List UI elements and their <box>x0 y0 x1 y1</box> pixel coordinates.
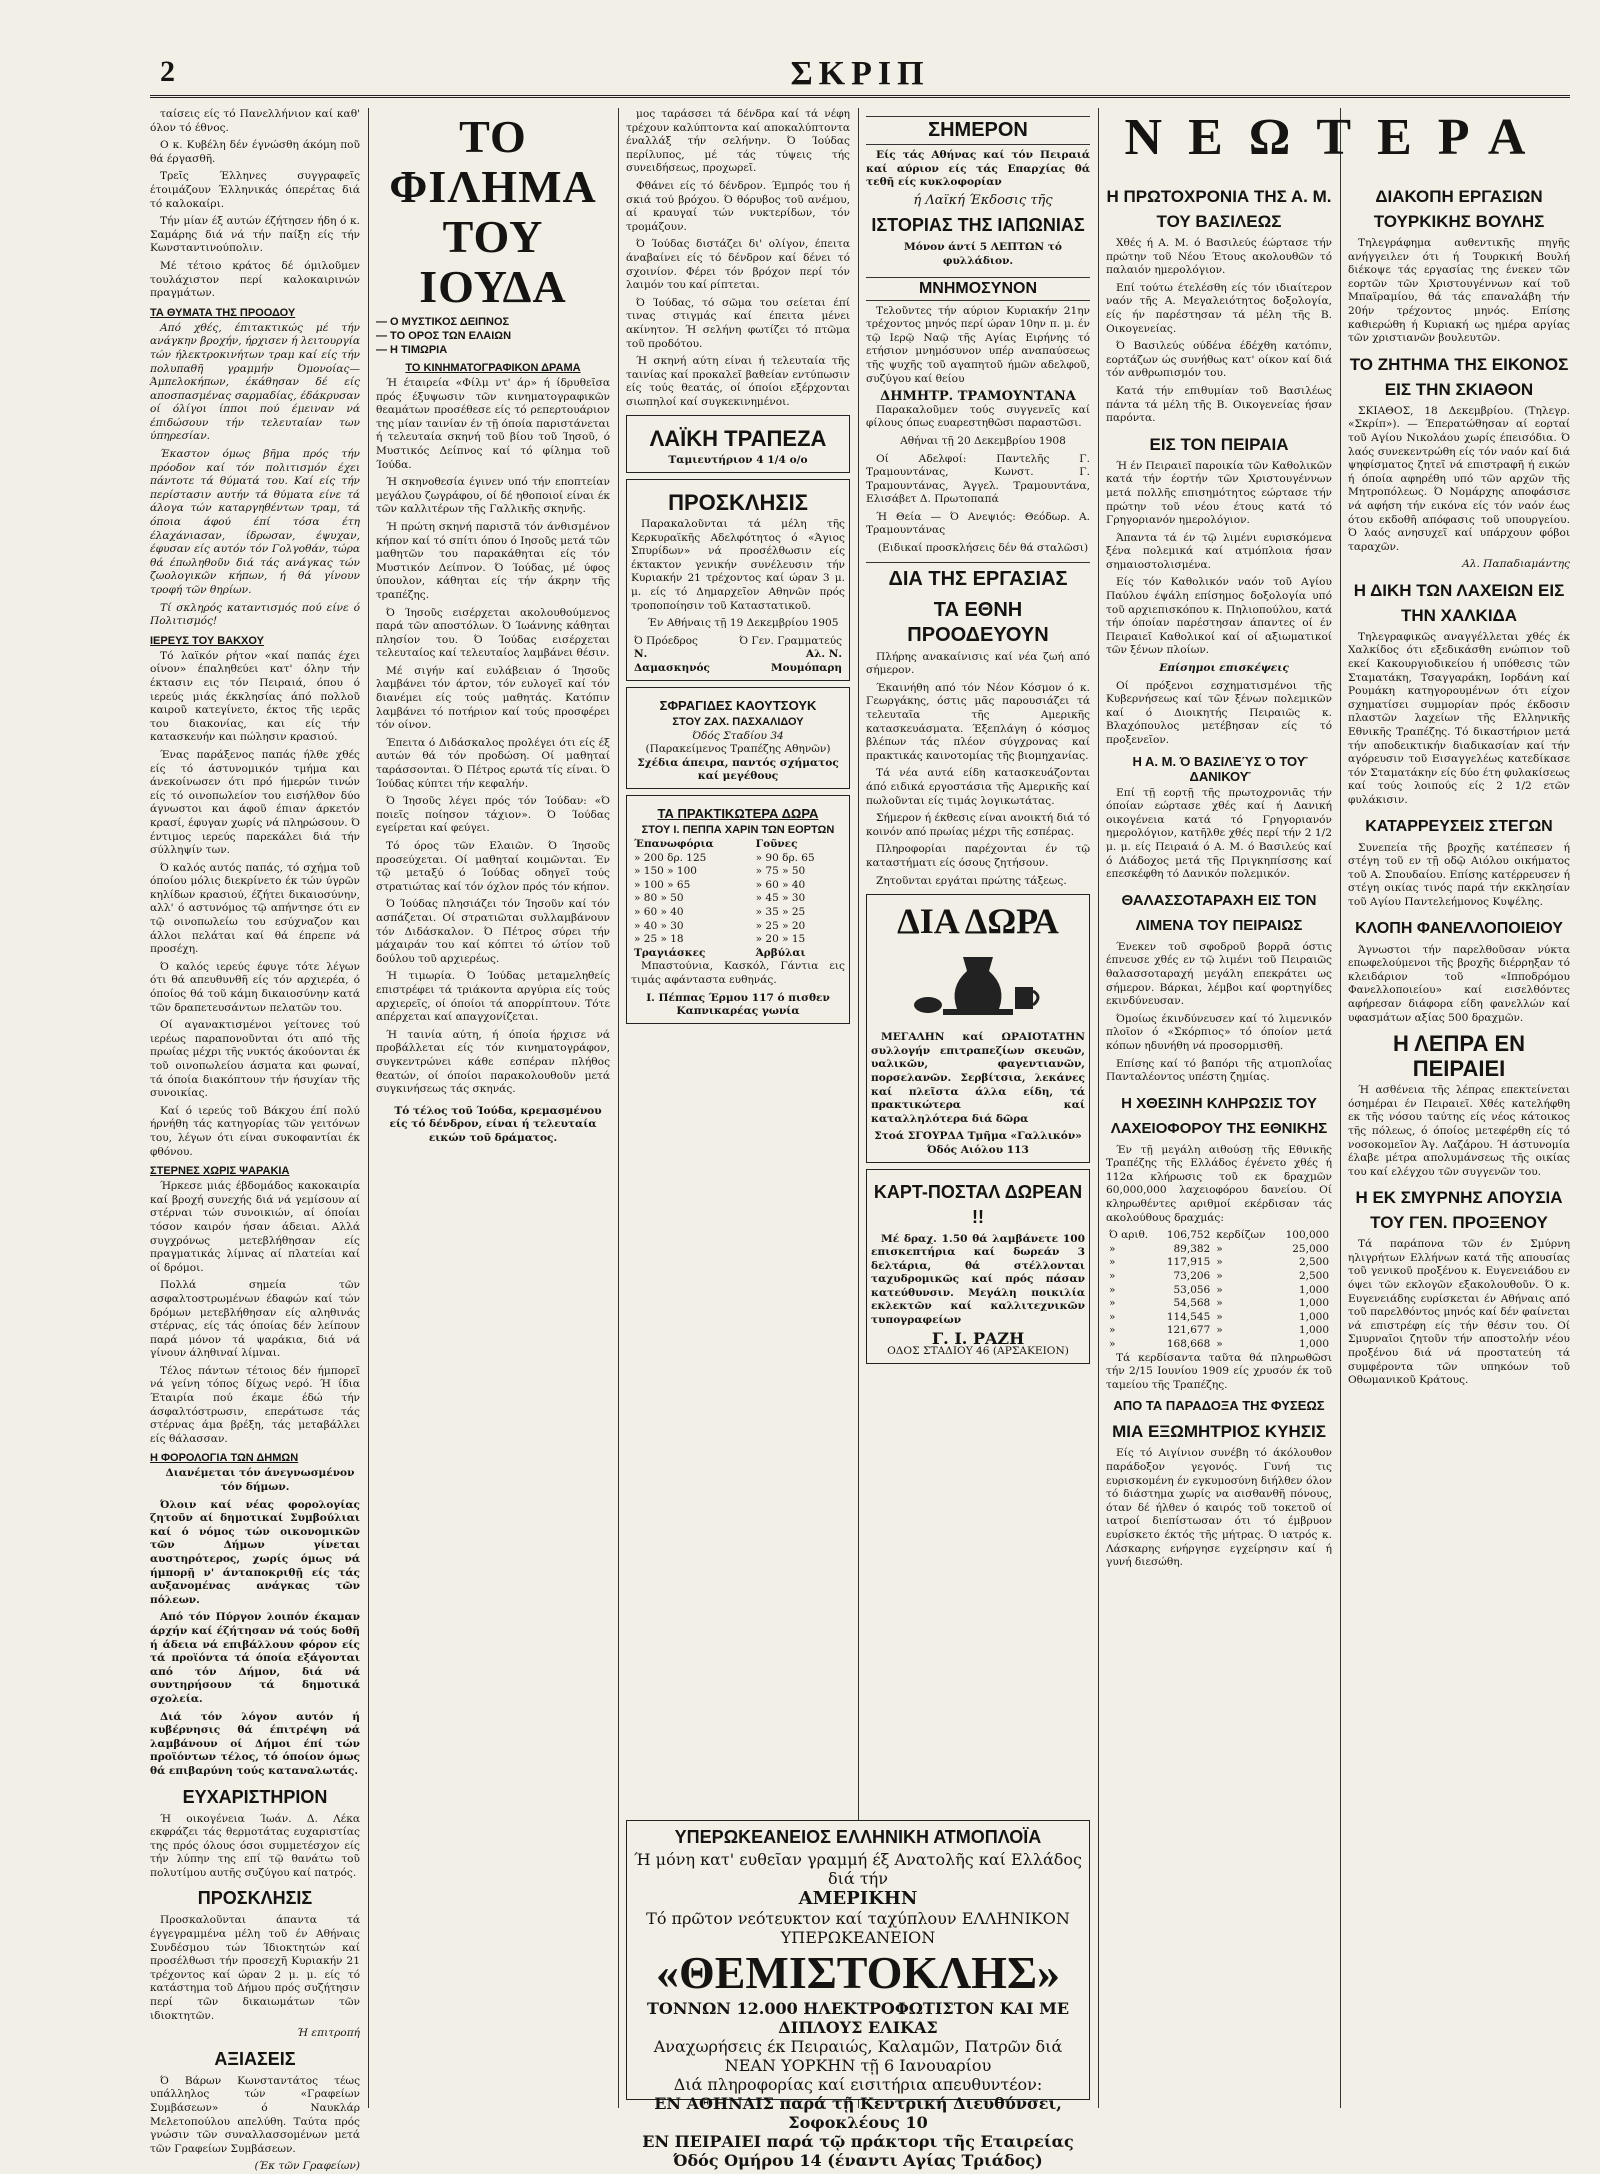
column-2 <box>376 108 610 2108</box>
table-row <box>1106 1229 1332 1243</box>
lottery-cell: » <box>1109 1256 1116 1269</box>
intro-line: ταίσεις είς τό Πανελλήνιον καί καθ' όλον τό έθνος. <box>150 108 360 134</box>
rubber-stamps-ad <box>626 687 850 789</box>
invite-body: Προσκαλοῦνται άπαντα τά έγγεγραμμένα μέλη τοῦ έν Αθήναις Συνδέσμου τών Ίδιοκτητών καί προσέλθωσι τήν προσεχῆ Κυριακήν 21 τρέχοντος καί ώραν 2 μ. μ. είς τό κατάστημα τοῦ Δήμου πρός συζήτησιν περί τῶν δικαιωμάτων τῶν ιδιοκτητῶν. <box>150 1914 360 2022</box>
ship-line: Διά πληροφορίας καί εισιτήρια απευθυντέον: <box>673 2075 1043 2094</box>
invite-title: ΠΡΟΣΚΛΗΣΙΣ <box>668 490 808 516</box>
section-title: ΙΕΡΕΥΣ ΤΟΥ ΒΑΚΧΟΥ <box>150 634 264 647</box>
lottery-cell: » <box>1216 1297 1223 1310</box>
article-paragraph: Κατά τήν επιθυμίαν τοῦ Βασιλέως πάντα τά μέλη τῆς Β. Οικογενείας ήσαν παρόντα. <box>1106 384 1332 425</box>
price-col-head: Έπανωφόρια <box>634 837 714 850</box>
table-row <box>631 892 845 906</box>
lottery-cell: 1,000 <box>1298 1310 1329 1323</box>
notice-signature: (Έκ τῶν Γραφείων) <box>254 2160 360 2173</box>
lottery-cell: 1,000 <box>1298 1283 1329 1296</box>
column-6 <box>1348 178 1570 2108</box>
section-title: ΤΑ ΘΥΜΑΤΑ ΤΗΣ ΠΡΟΟΔΟΥ <box>150 306 296 319</box>
lottery-cell: κερδίζων <box>1216 1229 1266 1242</box>
lottery-cell: » <box>1109 1283 1116 1296</box>
article-paragraph: Ό καλός αυτός παπάς, τό σχήμα τοῦ όποίου μόλις διεκρίνετο έκ τών ύγρῶν κηλίδων κρασιού, έζήτει δικαιοσύνην, αλλ' ό αστυνόμος τῷ απήντησε ότι εν τῷ οινοπωλείω του εσύχναζον και άλλοι πελάται καί θά έπρεπε νά προσέχη. <box>150 861 360 956</box>
table-row <box>1106 1256 1332 1270</box>
article-paragraph: Ένας παράξενος παπάς ήλθε χθές είς τό άστυνομικόν τμήμα και άνεκοίνωσεν ότι πρό ήμερών τινών είς τό οινοπωλείον του εισήλθον δύο άγνωστοι και άφοῦ έπιαν άρκετόν κρασί, έφυγαν χωρίς νά πληρώσουν. Ό έντιμος ιερεύς παρεκάλει διά τήν σύλληψίν των. <box>150 748 360 857</box>
memorial-body: Παρακαλοῦμεν τούς συγγενεῖς καί φίλους όπως ευαρεστηθῶσι παραστῶσι. <box>866 403 1090 430</box>
article-paragraph: Χθές ή Α. Μ. ό Βασιλεύς έώρτασε τήν πρώτην τοῦ Νέου Έτους ακολουθῶν τό παλαιόν ημερολόγιον. <box>1106 237 1332 277</box>
article-paragraph: Είς τόν Καθολικόν ναόν τοῦ Αγίου Παύλου έψάλη επίσημος δοξολογία υπό τοῦ αρχιεπισκόπου κ. Πηλιοπούλου, κατά τήν όποίαν παρέστησαν άπαντες οί έν Πειραιεῖ Καθολικοί καί οί αξιωματικοί τῶν ξένων πλοίων. <box>1106 576 1332 657</box>
series-price: Μόνον άντί 5 ΛΕΠΤΩΝ τό φυλλάδιον. <box>904 241 1062 267</box>
column-rule <box>618 108 619 2108</box>
article-title: ΘΑΛΑΣΣΟΤΑΡΑΧΗ ΕΙΣ ΤΟΝ ΛΙΜΕΝΑ ΤΟΥ ΠΕΙΡΑΙΩΣ <box>1121 891 1317 934</box>
article-paragraph: Οί πρόξενοι εσχηματισμένοι τῆς Κυβερνήσεως καί τῶν ξένων πολεμικῶν καί ό Διοικητής Πειραιῶς κ. Βλαχόπουλος μετέβησαν είς τό προξενεῖον. <box>1106 679 1332 746</box>
table-row <box>1106 1270 1332 1284</box>
ship-line: Ή μόνη κατ' ευθεῖαν γραμμή έξ Ανατολῆς καί Ελλάδος διά τήν <box>633 1850 1083 1888</box>
ship-company: ΥΠΕΡΩΚΕΑΝΕΙΟΣ ΕΛΛΗΝΙΚΗ ΑΤΜΟΠΛΟΪΑ <box>674 1827 1042 1847</box>
ship-office: ΕΝ ΑΘΗΝΑΙΣ παρά τῇ Κεντρική Διευθύνσει, Σοφοκλέους 10 <box>654 2094 1062 2132</box>
article-paragraph: Έν τῇ μεγάλη αιθούσῃ τῆς Εθνικῆς Τραπέζης τῆς Ελλάδος έγένετο χθές ή 112α κλήρωσις τοῦ εκ δραχμῶν 60,000,000 λαχειοφόρου δανείου. Οί κληρωθέντες αριθμοί εκέρδισαν τάς ακολούθους δραχμάς: <box>1106 1143 1332 1224</box>
article-paragraph: Ή ταινία αύτη, ή όποία ήρχισε νά προβάλλεται είς τόν κινηματογράφον, συγκεντρώνει κάθε εσπέραν πλήθος θεατών, οί όποίοι παρακολουθοῦν μετά συγκινήσεως τάς σκηνάς. <box>376 1028 610 1096</box>
article-paragraph: Τηλεγραφικῶς αναγγέλλεται χθές έκ Χαλκίδος ότι εξεδικάσθη ενώπιον τοῦ εκεί Κακουργιοδικείου ή υπόθεσις τῶν Σταματάκη, Τσαγγαράκη, Ιορδάνη καί Ρουμάκη κατηγορουμένων ότι είχον σχηματίσει συμμορίαν πρός έκδοσιν πλαστῶν λαχείων τῆς Ελληνικῆς Εθνικῆς Τραπέζης. Τό δικαστήριον μετά τήν αποδεικτικήν διαδικασίαν καί τήν αγόρευσιν τοῦ Εισαγγελέως κατεδίκασε τόν Σταματάκην είς δύο έτη φυλακίσεως καί τούς λοιπούς είς 2 1/2 ετῶν φυλάκισιν. <box>1348 630 1570 806</box>
article-paragraph: Είς τό Αιγίνιον συνέβη τό άκόλουθον παράδοξον γεγονός. Γυνή τις ευρισκομένη έν εγκυμοσύνη διήλθεν όλον τό διάστημα χωρίς να αισθανθῆ πόνους, όταν δέ ήλθεν ό καιρός τοῦ τοκετοῦ οί ιατροί διεπίστωσαν ότι τό έμβρυον ευρίσκετο έκτός τῆς μήτρας. Ό ιατρός κ. Λάσκαρης ενήργησε εγχείρησιν καί ή γυνή διεσώθη. <box>1106 1447 1332 1569</box>
article-title: ΤΟ ΖΗΤΗΜΑ ΤΗΣ ΕΙΚΟΝΟΣ ΕΙΣ ΤΗΝ ΣΚΙΑΘΟΝ <box>1349 354 1569 399</box>
price-col-head: Τραγιάσκες <box>634 946 706 959</box>
price-cell: » 35 » 25 <box>755 905 806 918</box>
price-col-head: Άρβύλαι <box>755 946 806 959</box>
article-paragraph: Επίσης καί τό βαπόρι τῆς ατμοπλοΐας Πανταλέοντος υπέστη ζημίας. <box>1106 1057 1332 1084</box>
tableware-illustration-icon <box>903 947 1053 1027</box>
article-paragraph: Επί τῇ εορτῇ τῆς πρωτοχρονιᾶς τήν όποίαν εώρτασε χθές καί ή Δανική οικογένεια κατά τό Γρηγοριανόν ημερολόγιον, κατῆλθε χθές περί τήν 2 1/2 μ. μ. είς Πειραιά ό Α. Μ. ό Βασιλεύς καί ό Διάδοχος μετά τῆς Πριγκηπίσσης καί επεσκέφθη τό Δανικόν πολεμικόν. <box>1106 786 1332 881</box>
postcards-ad <box>866 1169 1090 1364</box>
ad-address: Ι. Πέππας Έρμου 117 ό πισθεν Καπνικαρέας γωνία <box>646 991 830 1018</box>
notice-title: ΑΞΙΑΣΕΙΣ <box>214 2048 296 2069</box>
subhead: — ΤΟ ΟΡΟΣ ΤΩΝ ΕΛΑΙΩΝ <box>376 330 512 342</box>
ad-shop: Γ. Ι. ΡΑΖΗ <box>931 1328 1025 1348</box>
signer-role: Ό Γεν. Γραμματεύς <box>739 634 842 647</box>
article-paragraph: Όλοιν καί νέας φορολογίας ζητοῦν αί δημοτικαί Συμβούλιαι καί ό νόμος τών οικονομικῶν τῶν Δήμων γίνεται αυστηρότερος, χωρίς όμως νά ήμπορῇ ν' άνταποκριθῇ είς τάς αυξανομένας ανάγκας τῶν πόλεων. <box>150 1498 360 1606</box>
article-paragraph: μος ταράσσει τά δένδρα καί τά νέφη τρέχουν καλύπτοντα καί αποκαλύπτοντα έναλλάξ τήν σελήνην. Ό Ίούδας περίλυπος, μέ τάς τύψεις τής συνειδήσεως, προχωρεῖ. <box>626 108 850 175</box>
article-title: ΚΑΤΑΡΡΕΥΣΕΙΣ ΣΤΕΓΩΝ <box>1365 817 1553 835</box>
article-paragraph: Οί αγανακτισμένοι γείτονες τού ιερέως παραπονοῦνται ότι από τῆς πρωίας μέχρι τῆς νυκτός άκούονται έκ τοῦ οινοπωλείου άσματα και φωναί, τά όποία διακόπτουν τήν ήσυχίαν τῆς συνοικίας. <box>150 1019 360 1100</box>
ad-address: ΟΔΟΣ ΣΤΑΔΙΟΥ 46 (ΑΡΣΑΚΕΙΟΝ) <box>887 1345 1069 1358</box>
ship-specs: ΤΟΝΝΩΝ 12.000 ΗΛΕΚΤΡΟΦΩΤΙΣΤΟΝ ΚΑΙ ΜΕ ΔΙΠΛΟΥΣ ΕΛΙΚΑΣ <box>646 1999 1070 2037</box>
subhead: — Η ΤΙΜΩΡΙΑ <box>376 344 448 356</box>
article-paragraph: Ό Βασιλεύς ούδένα έδέχθη κατόπιν, εορτάζων ώς συνήθως κατ' οίκον καί διά τόν ανθρωπισμόν του. <box>1106 340 1332 380</box>
article-paragraph: Τά νέα αυτά είδη κατασκευάζονται άπό ειδικά εργοστάσια τῆς Αμερικῆς καί πωλοῦνται είς τιμάς λογικωτάτας. <box>866 767 1090 807</box>
article-paragraph: Από χθές, έπιτακτικώς μέ τήν ανάγκην βροχήν, ήρχισεν ή λειτουργία τών ήλεκτροκινήτων τραμ καί είς τήν πολυπαθῆ γραμμήν Όμονοίας—Άμπελοκήπων, έκάθησαν δέ είς αποσπασμένας σαρμαδίας, έδάκρυσαν οί όλίγοι ίπποι πού έμειναν νά έπιδώσουν τήν τελευταίαν των ύπηρεσίαν. <box>150 321 360 443</box>
invite-signers <box>631 635 845 676</box>
price-cell: » 80 » 50 <box>634 892 684 905</box>
thanks-title: ΕΥΧΑΡΙΣΤΗΡΙΟΝ <box>182 1786 328 1807</box>
article-paragraph: Τό όρος τῶν Ελαιῶν. Ό Ίησοῦς προσεύχεται. Οί μαθηταί κοιμῶνται. Έν τῷ μεταξύ ό Ίούδας οδηγεῖ τούς στρατιώτας καί τόν όχλον πρός τόν κήπον. <box>376 840 610 893</box>
table-row <box>631 933 845 947</box>
table-row <box>631 906 845 920</box>
ad-address: Όδός Σταδίου 34 <box>692 729 784 742</box>
lottery-cell: » <box>1216 1338 1223 1350</box>
price-cell: » 20 » 15 <box>755 933 806 946</box>
ad-title: ΣΦΡΑΓΙΔΕΣ ΚΑΟΥΤΣΟΥΚ <box>659 697 817 713</box>
ad-title: ΚΑΡΤ-ΠΟΣΤΑΛ ΔΩΡΕΑΝ !! <box>873 1181 1083 1227</box>
lottery-cell: 117,915 <box>1166 1256 1211 1269</box>
column-rule <box>858 108 859 2108</box>
memorial-title: ΜΝΗΜΟΣΥΝΟΝ <box>866 277 1090 301</box>
column-4 <box>866 108 1090 1813</box>
article-closing: Τό τέλος τοῦ Ίούδα, κρεμασμένου είς τό δένδρον, είναι ή τελευταία εικών τοῦ δράματος. <box>389 1104 602 1144</box>
price-cell: » 25 » 18 <box>634 933 684 946</box>
table-row <box>1106 1324 1332 1338</box>
table-row <box>1106 1338 1332 1352</box>
series-title: ΙΣΤΟΡΙΑΣ ΤΗΣ ΙΑΠΩΝΙΑΣ <box>871 215 1085 236</box>
invite-body: Παρακαλοῦνται τά μέλη τῆς Κερκυραϊκῆς Αδελφότητος ό «Άγιος Σπυρίδων» νά προσέλθωσιν είς έκτακτον γενικήν συνέλευσιν τήν Κυριακήν 21 τρέχοντος καί ώραν 3 μ. μ. είς τό Δημαρχεῖον Αθηνῶν πρός τροποποίησιν τοῦ Καταστατικοῦ. <box>631 518 845 612</box>
table-row <box>1106 1297 1332 1311</box>
article-paragraph: Τέλος πάντων τέτοιος δέν ήμπορεῖ νά γείνη τόπος δίχως νερό. Ή ίδια Έταιρία πού έκαμε έδώ τήν άσφαλτόστρωσιν, επεράτωσε τάς στέρνας άμα βρέξη, τάς μεταβάλλει είς θάλασσαν. <box>150 1364 360 1445</box>
newspaper-name: ΣΚΡΙΠ <box>790 55 930 92</box>
article-paragraph: ΣΚΙΑΘΟΣ, 18 Δεκεμβρίου. (Τηλεγρ. «Σκρίπ»). — Έπερατώθησαν αί εορταί τοῦ Αγίου Νικολάου χωρίς έπεισόδια. Ό λαός συνεκεντρώθη είς τόν ναόν καί διά ψηφίσματος ζητεῖ νά επιστραφῆ ή εικών ή όποία αφηρέθη υπό τῶν αρχῶν τῆς Μητροπόλεως. Ό Νομάρχης αποφάσισε νά αφήση τήν εικόνα είς τόν ναόν έως ότου εκδοθῆ απόφασις τοῦ υπουργείου. Ό λαός ανησυχεῖ καί υπάρχουν φόβοι ταραχῶν. <box>1348 404 1570 553</box>
price-cell: » 25 » 20 <box>755 919 806 932</box>
article-paragraph: Τά κερδίσαντα ταῦτα θά πληρωθῶσι τήν 2/15 Ιουνίου 1909 είς χρυσόν έκ τοῦ ταμείου τῆς Τραπέζης. <box>1106 1351 1332 1391</box>
masthead <box>150 55 1570 98</box>
lottery-cell: 168,668 <box>1166 1338 1211 1350</box>
article-paragraph: Έκαινήθη από τόν Νέον Κόσμον ό κ. Γεωργάκης, όστις μᾶς παρουσιάζει τά τελευταῖα τῆς Αμερικῆς κατασκευάσματα. Έξεπλάγη ό κόσμος βλέπων τάς πλέον σύγχρονας καί πρακτικάς καινοτομίας τῆς βιομηχανίας. <box>866 681 1090 762</box>
lottery-cell: » <box>1109 1242 1116 1255</box>
article-paragraph: Ήρκεσε μιάς έβδομάδος κακοκαιρία καί βροχή συνεχής διά νά γεμίσουν αί στέρναι τών συνοικιών, αί όποίαι τόσον καιρόν ήσαν άδειαι. Αλλά συγχρόνως μετεβλήθησαν είς πραγματικάς λίμνας αί πλατείαι καί οί δρόμοι. <box>150 1180 360 1274</box>
ad-note: (Παρακείμενος Τραπέζης Αθηνῶν) <box>645 743 831 756</box>
invite-title: ΠΡΟΣΚΛΗΣΙΣ <box>197 1888 313 1909</box>
lottery-cell: 73,206 <box>1173 1270 1211 1283</box>
article-paragraph: Άπαντα τά έν τῷ λιμένι ευρισκόμενα ξένα πολεμικά καί ατμόπλοια ήσαν σημαιοστολισμένα. <box>1106 531 1332 571</box>
invite-date: Έν Αθήναις τῇ 19 Δεκεμβρίου 1905 <box>647 617 839 630</box>
article-paragraph: Ή πρώτη σκηνή παριστᾶ τόν άνθισμένον κήπον καί τό σπίτι όπου ό Ιησοῦς μετά τῶν μαθητῶν του παρακάθηται είς τόν Μυστικόν Δείπνον. Ό Ίούδας, μέ ύφος ύπουλον, κάθηται είς τήν άκρην τῆς τραπέζης. <box>376 520 610 601</box>
price-cell: » 60 » 40 <box>755 878 806 891</box>
memorial-body: Τελοῦντες τήν αύριον Κυριακήν 21ην τρέχοντος μηνός περί ώραν 10ην π. μ. έν τῷ Ιερῷ Ναῷ τῆς Αγίας Ειρήνης τό ετήσιον μνημόσυνον υπέρ αναπαύσεως τῆς ψυχῆς τοῦ αγαπητοῦ ήμῶν αδελφοῦ, συζύγου καί θείου <box>866 304 1090 385</box>
today-title: ΣΗΜΕΡΟΝ <box>866 116 1090 145</box>
article-paragraph: Ό Ίησοῦς εισέρχεται ακολουθούμενος παρά τῶν αποστόλων. Ό Ίωάννης κάθηται πλησίον του. Ό Ίούδας εισέρχεται τελευταίος καί τελευταίος λαμβάνει θέσιν. <box>376 606 610 660</box>
price-cell: » 40 » 30 <box>634 919 684 932</box>
banner-title: ΝΕΩΤΕΡΑ <box>1124 109 1552 166</box>
article-title: Η ΛΕΠΡΑ ΕΝ ΠΕΙΡΑΙΕΙ <box>1392 1031 1526 1082</box>
today-body: Είς τάς Αθήνας καί τόν Πειραιά καί αύριον είς τάς Επαρχίας θά τεθῆ είς κυκλοφορίαν <box>866 149 1090 189</box>
notice-body: Ό Βάρων Κωνσταντάτος τέως υπάλληλος τών «Γραφείων Συμβάσεων» ό Ναυκλάρ Μελετοπούλου απελύθη. Ταύτα πρός γνώσιν τῶν συναλλασσομένων μετά τῶν Γραφείων Συμβάσεων. <box>150 2074 360 2155</box>
table-row <box>631 852 845 866</box>
article-title: ΚΛΟΠΗ ΦΑΝΕΛΛΟΠΟΙΕΙΟΥ <box>1355 919 1563 937</box>
ad-sub: ΣΤΟΥ Ι. ΠΕΠΠΑ ΧΑΡΙΝ ΤΩΝ ΕΟΡΤΩΝ <box>641 823 835 836</box>
table-row <box>1106 1243 1332 1257</box>
lottery-cell: » <box>1109 1270 1116 1283</box>
article-paragraph: Διά τόν λόγον αυτόν ή κυβέρνησις θά έπιτρέψη νά λαμβάνουν οί Δήμοι έπί τών προϊόντων τέλος, τό όποίον όμως θά επιβαρύνη τούς καταναλωτάς. <box>150 1710 360 1777</box>
price-col-head: Γοῦνες <box>755 837 798 850</box>
intro-line: Τήν μίαν έξ αυτών έζήτησεν ήδη ό κ. Σαμάρης διά νά τήν παίξη είς τήν Κωνσταντινούπολιν. <box>150 215 360 255</box>
column-1 <box>150 108 360 2173</box>
signer-name: Αλ. Ν. Μουμόπαρη <box>771 648 842 674</box>
steamship-ad <box>626 1820 1090 2170</box>
article-paragraph: Ή τιμωρία. Ό Ίούδας μεταμεληθείς επιστρέφει τά τριάκοντα αργύρια είς τούς αρχιερεῖς, οί όποίοι τά απορρίπτουν. Τότε απέρχεται καί απαγχονίζεται. <box>376 970 610 1024</box>
lottery-cell: » <box>1109 1324 1116 1337</box>
article-subtitle: ΜΙΑ ΕΞΩΜΗΤΡΙΟΣ ΚΥΗΣΙΣ <box>1112 1422 1326 1442</box>
intro-line: Τρεῖς Έλληνες συγγραφεῖς έτοιμάζουν Έλληνικάς όπερέτας διά τό καλοκαίρι. <box>150 170 360 210</box>
ship-office: ΕΝ ΠΕΙΡΑΙΕΙ παρά τῷ πράκτορι τῆς Εταιρείας Όδός Ομήρου 14 (έναντι Αγίας Τριάδος) <box>642 2132 1074 2170</box>
lottery-cell: 114,545 <box>1166 1310 1211 1323</box>
lottery-cell: 2,500 <box>1298 1256 1329 1269</box>
article-paragraph: Ή έν Πειραιεῖ παροικία τῶν Καθολικῶν κατά τήν έορτήν τῶν Χριστουγέννων μετά πολλῆς επισημότητος εώρτασε τήν πρώτην τοῦ νέου έτους κατά τό Γρηγοριανόν ημερολόγιον. <box>1106 459 1332 527</box>
article-paragraph: Έκαστον όμως βῆμα πρός τήν πρόοδον καί τόν πολιτισμόν έχει πάντοτε τά θύματά του. Καί είς τήν περίστασιν αυτήν τά θύματα είνε τά άλογα τών καταργηθέντων τραμ, τά όποια άφού έπί τόσα έτη έλαχάνιασαν, ίδρωσαν, έψυχαν, έφυσαν είς αυτόν τόν Γολγοθάν, τώρα θά έπωληθοῦν διά τάς ανάγκας τών ζωολογικῶν κήπων, ή θά γίνουν τροφή τῶν θηρίων. <box>150 448 360 596</box>
article-paragraph: Ή έταιρεία «Φίλμ ντ' άρ» ή ίδρυθεῖσα πρός έξυψωσιν τῶν κινηματογραφικῶν θεαμάτων προσέθεσε είς τό ρεπερτουάριον της μίαν ταινίαν έν τῇ όποία παριστάνεται ή τελευταία σκηνή τοῦ βίου τοῦ Ίησοῦ, ό Μυστικός Δείπνος καί τό φίλημα τοῦ Ίούδα. <box>376 377 610 471</box>
lottery-cell: » <box>1216 1242 1223 1255</box>
table-row <box>631 879 845 893</box>
column-rule <box>1340 108 1341 2108</box>
price-cell: » 90 δρ. 65 <box>755 851 815 864</box>
table-row <box>1106 1284 1332 1298</box>
intro-line: Μέ τέτοιο κράτος δέ όμιλοῦμεν τουλάχιστον περί καλοκαιρινών πραγμάτων. <box>150 259 360 300</box>
ship-line: Αναχωρήσεις έκ Πειραιώς, Καλαμῶν, Πατρῶν διά ΝΕΑΝ ΥΟΡΚΗΝ τῇ 6 Ιανουαρίου <box>653 2037 1063 2075</box>
ad-title: ΔΙΑ ΔΩΡΑ <box>897 901 1059 942</box>
article-paragraph: Πληροφορίαι παρέχονται έν τῷ καταστήματι είς όσους ζητήσουν. <box>866 843 1090 869</box>
memorial-date: Αθήναι τῇ 20 Δεκεμβρίου 1908 <box>900 434 1066 447</box>
price-cell: » 150 » 100 <box>634 865 697 878</box>
column-5 <box>1106 178 1332 2108</box>
page-number: 2 <box>160 55 175 88</box>
section-label: ΤΟ ΚΙΝΗΜΑΤΟΓΡΑΦΙΚΟΝ ΔΡΑΜΑ <box>405 362 581 374</box>
work-subtitle: ΤΑ ΕΘΝΗ ΠΡΟΟΔΕΥΟΥΝ <box>907 598 1049 646</box>
section-title: Η ΦΟΡΟΛΟΓΙΑ ΤΩΝ ΔΗΜΩΝ <box>150 1452 299 1465</box>
lottery-cell: » <box>1109 1297 1116 1310</box>
memorial-note: (Ειδικαί προσκλήσεις δέν θά σταλῶσι) <box>877 542 1089 555</box>
article-title: Η ΧΘΕΣΙΝΗ ΚΛΗΡΩΣΙΣ ΤΟΥ ΛΑΧΕΙΟΦΟΡΟΥ ΤΗΣ ΕΘΝΙΚΗΣ <box>1110 1094 1328 1137</box>
article-paragraph: Τηλεγράφημα αυθεντικῆς πηγῆς ανήγγειλεν ότι ή Τουρκική Βουλή διέκοψε τάς εργασίας της ένεκεν τῶν εορτῶν τῶν Χριστουγέννων καί τοῦ Μπαϊραμίου, θά τάς επαναλάβη τήν 20ήν τρέχοντος μηνός. Επίσης καθιερώθη ή Κυριακή ως ημέρα αργίας τῶν χριστιανῶν βουλευτῶν. <box>1348 237 1570 345</box>
lottery-cell: » <box>1109 1310 1116 1323</box>
article-title: Η Α. Μ. Ό ΒΑΣΙΛΕΎΣ Ό ΤΟΥ͂ ΔΑΝΙΚΟΥ͂ <box>1132 753 1306 784</box>
lottery-cell: » <box>1216 1270 1223 1283</box>
price-cell: » 45 » 30 <box>755 892 806 905</box>
lottery-cell: 53,056 <box>1173 1283 1211 1296</box>
memorial-signers: Οί Αδελφοί: Παντελῆς Γ. Τραμουντάνας, Κωνστ. Γ. Τραμουντάνας, Άγγελ. Τραμουντάνα, Ελισάβετ Δ. Πρωτοπαπά <box>866 452 1090 506</box>
lottery-cell: » <box>1109 1338 1116 1350</box>
lottery-cell: 2,500 <box>1298 1270 1329 1283</box>
article-paragraph: Ή σκηνή αύτη είναι ή τελευταία τῆς ταινίας καί προκαλεῖ βαθείαν εντύπωσιν είς τούς θεατάς, οί όποίοι εξέρχονται σιωπηλοί καί συγκεκινημένοι. <box>626 355 850 408</box>
article-paragraph: Τό λαϊκόν ρήτον «καί παπάς έχει οίνον» έπαληθεύει κατ' όλην τήν έκτασιν εις τόν Πειραιά, όπου ό ιερεύς μιάς έκκλησίας άπό πολλοῦ καιροῦ κατεγίνετο, έκτος τῆς ιερᾶς του διακονίας, και είς τήν κατασκευήν και πώλησιν κρασιού. <box>150 649 360 744</box>
article-signature: Αλ. Παπαδιαμάντης <box>1462 558 1570 571</box>
invite-signature: Ή επιτροπή <box>297 2027 360 2040</box>
article-paragraph: Ένεκεν τοῦ σφοδροῦ βορρᾶ όστις έπνευσε χθές εν τῷ λιμένι τοῦ Πειραιῶς θαλασσοταραχή μεγάλη επεκράτει ως σήμερον. Βάρκαι, λέμβοι καί φορτηγίδες εκινδύνευσαν. <box>1106 940 1332 1008</box>
column-rule <box>368 108 369 2108</box>
headline-judas-kiss: ΤΟ ΦΙΛΗΜΑ ΤΟΥ ΙΟΥΔΑ <box>389 111 597 312</box>
work-title: ΔΙΑ ΤΗΣ ΕΡΓΑΣΙΑΣ <box>866 562 1090 592</box>
price-table <box>631 838 845 960</box>
column-rule <box>1098 108 1099 2108</box>
lottery-cell: 1,000 <box>1298 1338 1329 1350</box>
article-title: ΕΙΣ ΤΟΝ ΠΕΙΡΑΙΑ <box>1149 434 1289 454</box>
section-title: ΣΤΕΡΝΕΣ ΧΩΡΙΣ ΨΑΡΑΚΙΑ <box>150 1165 290 1178</box>
lottery-cell: 121,677 <box>1166 1324 1211 1337</box>
article-paragraph: Πολλά σημεία τῶν ασφαλτοστρωμένων έδαφών καί τών δρόμων μετεβλήθησαν είς αληθινάς στέρνας, είς τάς όποίας δέν λείπουν παρά μόνον τά ψαράκια, διά νά γίνουν άληθιναί λίμναι. <box>150 1279 360 1360</box>
price-cell: » 100 » 65 <box>634 878 691 891</box>
gifts-ad <box>626 795 850 1024</box>
article-paragraph: Ό Ίούδας, τό σῶμα του σείεται έπί τινας στιγμάς καί έπειτα μένει ακίνητον. Ή σελήνη φωτίζει τό πτῶμα τοῦ προδότου. <box>626 296 850 350</box>
article-paragraph: Ή ασθένεια τῆς λέπρας επεκτείνεται όσημέραι έν Πειραιεῖ. Χθές κατελήφθη εκ τῆς νόσου ταύτης είς νέος κάτοικος τῆς πόλεως, ό όποίος μετεφέρθη είς τό νοσοκομεῖον Άγ. Λαζάρου. Ή άστυνομία έλαβε μέτρα απολυμάνσεως τῆς οικίας του καί ελέγχου τῶν συγγενῶν του. <box>1348 1084 1570 1178</box>
ad-shop: Στοά ΣΓΟΥΡΔΑ Τμῆμα «Γαλλικόν» Όδός Αιόλου 113 <box>874 1130 1082 1156</box>
article-paragraph: Σήμερον ή έκθεσις είναι ανοικτή διά τό κοινόν από πρωίας μέχρι τῆς εσπέρας. <box>866 812 1090 838</box>
gifts-shop-ad <box>866 894 1090 1162</box>
ad-tail: Σχέδια άπειρα, παντός σχήματος καί μεγέθους <box>637 756 839 783</box>
bank-title: ΛΑΪΚΗ ΤΡΑΠΕΖΑ <box>649 426 827 452</box>
lottery-cell: 1,000 <box>1298 1297 1329 1310</box>
article-paragraph: Πλήρης ανακαίνισις καί νέα ζωή από σήμερον. <box>866 650 1090 677</box>
lottery-cell: 100,000 <box>1285 1229 1329 1242</box>
article-title: Η ΕΚ ΣΜΥΡΝΗΣ ΑΠΟΥΣΙΑ ΤΟΥ ΓΕΝ. ΠΡΟΞΕΝΟΥ <box>1355 1188 1563 1233</box>
price-cell: » 75 » 50 <box>755 865 806 878</box>
article-paragraph: Έπειτα ό Διδάσκαλος προλέγει ότι είς έξ αυτών θά τόν προδώση. Οί μαθηταί ταράσσονται. Ό Πέτρος ερωτά τίς είναι. Ό Ίούδας κύπτει τήν κεφαλήν. <box>376 736 610 790</box>
price-cell: » 200 δρ. 125 <box>634 851 707 864</box>
article-subhead: Επίσημοι επισκέψεις <box>1159 662 1289 675</box>
lottery-cell: Ό αριθ. <box>1109 1229 1149 1242</box>
ad-body: Μέ δραχ. 1.50 θά λαμβάνετε 100 επισκεπτήρια καί δωρεάν 3 δελτάρια, θά στέλλονται ταχυδρομικῶς καί πρός πάσαν κατεύθυνσιν. Μεγάλη ποικιλία εκλεκτῶν καί καλλιτεχνικῶν τυπογραφείων <box>871 1232 1085 1327</box>
price-cell: » 60 » 40 <box>634 905 684 918</box>
memorial-signers: Ή Θεία — Ό Ανεψιός: Θεόδωρ. Α. Τραμουντάνας <box>866 510 1090 537</box>
lottery-cell: 54,568 <box>1173 1297 1211 1310</box>
lottery-cell: 25,000 <box>1292 1242 1329 1255</box>
series-label: ή Λαϊκή Έκδοσις τῆς <box>913 192 1053 208</box>
ship-line: Τό πρῶτον νεότευκτον καί ταχύπλουν ΕΛΛΗΝΙΚΟΝ ΥΠΕΡΩΚΕΑΝΕΙΟΝ <box>646 1909 1070 1947</box>
lottery-cell: 106,752 <box>1166 1229 1211 1242</box>
ad-note: Μπαστούνια, Κασκόλ, Γάντια εις τιμάς αφάνταστα ευθηνάς. <box>631 960 845 986</box>
bank-rate: Ταμιευτήριον 4 1/4 ο/ο <box>668 454 808 467</box>
ship-destination: ΑΜΕΡΙΚΗΝ <box>798 1888 918 1909</box>
thanks-body: Ή οικογένεια Ίωάν. Δ. Λέκα εκφράζει τάς θερμοτάτας ευχαριστίας της πρός όλους όσοι συμμετέσχον είς τήν λύπην της επί τῷ θανάτω τοῦ πολυτίμου αυτῆς συζύγου καί πατρός. <box>150 1812 360 1879</box>
article-paragraph: Συνεπεία τῆς βροχῆς κατέπεσεν ή στέγη τοῦ εν τῇ οδῷ Αιόλου οικήματος τοῦ Α. Σπουδαίου. Επίσης κατέρρευσεν ή στέγη οικίας τινός παρά τήν εκκλησίαν τοῦ Αγίου Παντελεήμονος Κυψέλης. <box>1348 841 1570 908</box>
ship-name: «ΘΕΜΙΣΤΟΚΛΗΣ» <box>655 1947 1061 1998</box>
article-title: Η ΔΙΚΗ ΤΩΝ ΛΑΧΕΙΩΝ ΕΙΣ ΤΗΝ ΧΑΛΚΙΔΑ <box>1353 580 1565 625</box>
lottery-cell: 1,000 <box>1298 1324 1329 1337</box>
article-paragraph: Διανέμεται τόν άνεγνωσμένον τόν δήμων. <box>165 1467 355 1494</box>
article-paragraph: Ό Ίούδας διστάζει δι' ολίγον, έπειτα άναβαίνει είς τό δένδρον καί δένει τό σχοινίον. Φέρει τόν βρόχον περί τόν λαιμόν του καί ρίπτεται. <box>626 238 850 292</box>
signer-name: Ν. Δαμασκηνός <box>634 648 710 674</box>
signer-role: Ό Πρόεδρος <box>634 634 698 647</box>
ad-title: ΤΑ ΠΡΑΚΤΙΚΩΤΕΡΑ ΔΩΡΑ <box>657 805 819 821</box>
article-paragraph: Όμοίως έκινδύνευσεν καί τό λιμενικόν πλοῖον ό «Σκόρπιος» τό όποίον μετά κόπων ηδυνήθη νά προσορμισθῆ. <box>1106 1012 1332 1052</box>
article-paragraph: Τά παράπονα τῶν έν Σμύρνη ηλιγρήτων Ελλήνων κατά τῆς απουσίας τοῦ γενικοῦ προξένου κ. Ευγενειάδου εν όψει τῶν εκλογῶν εξακολουθοῦν. Ό κ. Ευγενειάδης ευρίσκεται έν Αθήναις από τοῦ παρελθόντος μηνός καί δέν φαίνεται νά επιστρέφη είς τήν θέσιν του. Οί Σμυρναῖοι ζητοῦν τήν αποστολήν νέου προξένου διά νά προστατεύη τά συμφέροντα τῶν υπηκόων τοῦ Οθωμανικοῦ Κράτους. <box>1348 1238 1570 1387</box>
bank-ad <box>626 415 850 473</box>
table-row <box>631 865 845 879</box>
lottery-cell: » <box>1216 1310 1223 1323</box>
latest-news-banner <box>1106 108 1570 173</box>
article-paragraph: Ό Ίούδας πλησιάζει τόν Ίησοῦν καί τόν ασπάζεται. Οί στρατιῶται συλλαμβάνουν τόν Διδάσκαλον. Ό Πέτρος σύρει τήν μάχαιράν του καί κόπτει τό ώτίον τοῦ δούλου τοῦ αρχιερέως. <box>376 898 610 965</box>
article-paragraph: Από τόν Πύργον λοιπόν έκαμαν άρχήν καί έζήτησαν νά τούς δοθῆ ή άδεια νά επιβάλλουν φόρον είς τά προϊόντα τά όποία εξάγονται από τόν Δήμον, διά νά συντηρήσουν τά δημοτικά σχολεία. <box>150 1611 360 1705</box>
column-3 <box>626 108 850 2108</box>
article-paragraph: Ή σκηνοθεσία έγινεν υπό τήν εποπτείαν μεγάλου ζωγράφου, οί δέ ηθοποιοί είναι έκ τῶν καλλιτέρων τῆς Γαλλικῆς σκηνῆς. <box>376 476 610 516</box>
lottery-cell: 89,382 <box>1173 1242 1211 1255</box>
article-title: ΑΠΟ ΤΑ ΠΑΡΑΔΟΞΑ ΤΗΣ ΦΥΣΕΩΣ <box>1113 1398 1325 1414</box>
intro-line: Ο κ. Κυβέλη δέν έγνώσθη άκόμη ποῦ θά έργασθῆ. <box>150 139 360 165</box>
ad-sub: ΣΤΟΥ ΖΑΧ. ΠΑΣΧΑΛΙΔΟΥ <box>672 715 804 728</box>
lottery-cell: » <box>1216 1324 1223 1337</box>
article-paragraph: Φθάνει είς τό δένδρον. Έμπρός του ή σκιά τού βρόχου. Ό θόρυβος τοῦ ανέμου, αί κραυγαί τών νυκτερίδων, τόν τρομάζουν. <box>626 179 850 233</box>
article-title: ΔΙΑΚΟΠΗ ΕΡΓΑΣΙΩΝ ΤΟΥΡΚΙΚΗΣ ΒΟΥΛΗΣ <box>1373 187 1545 231</box>
lottery-cell: » <box>1216 1256 1223 1269</box>
table-row <box>1106 1311 1332 1325</box>
lottery-table <box>1106 1229 1332 1351</box>
ad-body: ΜΕΓΑΛΗΝ καί ΩΡΑΙΟΤΑΤΗΝ συλλογήν επιτραπεζίων σκευῶν, υαλικῶν, φαγεντιανῶν, πορσελανῶν. Σερβίτσια, λεκάνες καί πλεῖστα άλλα είδη, τά πρακτικώτερα καί καταλληλότερα διά δῶρα <box>871 1031 1085 1125</box>
article-paragraph: Άγνωστοι τήν παρελθοῦσαν νύκτα επωφελούμενοι τῆς βροχῆς διέρρηξαν τό κλειδάριον τοῦ «Ιπποδρόμου Φανελλοποιείου» καί εισελθόντες αφήρεσαν διάφορα είδη φανελλών καί υφασμάτων αξίας 500 δραχμῶν. <box>1348 943 1570 1024</box>
subhead: — Ο ΜΥΣΤΙΚΟΣ ΔΕΙΠΝΟΣ <box>376 316 510 328</box>
article-paragraph: Καί ό ιερεύς τοῦ Βάκχου έπί πολύ ήρνήθη τάς κατηγορίας τῶν γειτόνων του, λέγων ότι είναι συκοφαντίαι έκ φθόνου. <box>150 1104 360 1158</box>
article-paragraph: Επί τούτω έτελέσθη είς τόν ιδιαίτερον ναόν τῆς Α. Μεγαλειότητος δοξολογία, είς ήν παρέστησαν τά μέλη τῆς Β. Οικογενείας. <box>1106 281 1332 335</box>
article-paragraph: Ό Ίησοῦς λέγει πρός τόν Ίούδαν: «Ό ποιεῖς ποίησον τάχιον». Ό Ίούδας εγείρεται καί φεύγει. <box>376 795 610 835</box>
table-row <box>631 920 845 934</box>
article-title: Η ΠΡΩΤΟΧΡΟΝΙΑ ΤΗΣ Α. Μ. ΤΟΥ ΒΑΣΙΛΕΩΣ <box>1106 187 1332 231</box>
article-paragraph: Τί σκληρός καταντισμός πού είνε ό Πολιτισμός! <box>150 601 360 628</box>
article-paragraph: Ζητοῦνται εργάται πρώτης τάξεως. <box>876 874 1067 887</box>
article-paragraph: Ό καλός ιερεύς έφυγε τότε λέγων ότι θά απευθυνθῆ είς τόν αρχιερέα, ό όποίος θά τοῦ κάμη δικαιοσύνην κατά τῶν δραπετευσάντων πελατῶν του. <box>150 960 360 1014</box>
article-paragraph: Μέ σιγήν καί ευλάβειαν ό Ίησοῦς λαμβάνει τόν άρτον, τόν ευλογεῖ καί τόν διανέμει είς τούς μαθητάς. Κατόπιν λαμβάνει τό ποτήριον καί τούς προσφέρει τόν οίνον. <box>376 664 610 732</box>
memorial-name: ΔΗΜΗΤΡ. ΤΡΑΜΟΥΝΤΑΝΑ <box>880 389 1076 405</box>
lottery-cell: » <box>1216 1283 1223 1296</box>
association-invite <box>626 479 850 681</box>
